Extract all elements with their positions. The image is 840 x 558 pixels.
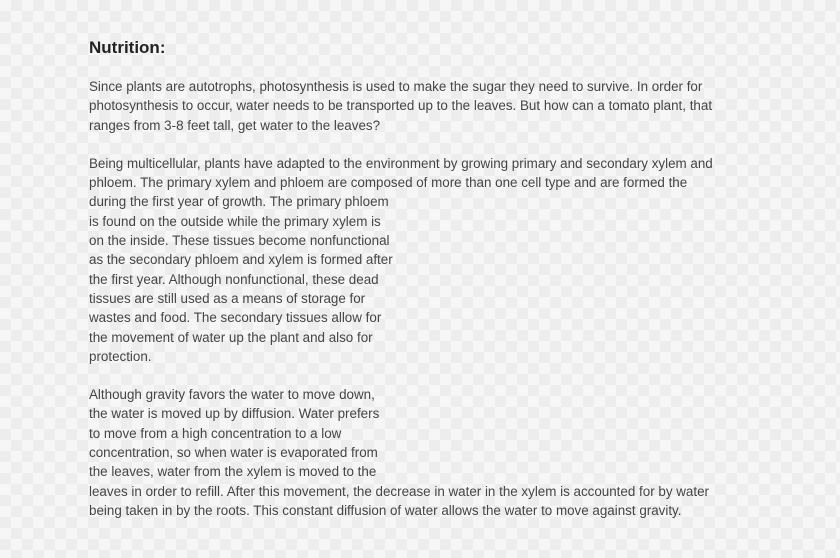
document-body <box>89 37 769 520</box>
text-line: wastes and food. The secondary tissues allow for <box>89 310 382 326</box>
text-line: Although gravity favors the water to move down, <box>89 387 375 403</box>
text-line: concentration, so when water is evaporated from <box>89 445 378 461</box>
section-title: Nutrition: <box>89 38 166 57</box>
text-line: protection. <box>89 348 152 364</box>
text-line: Being multicellular, plants have adapted to the environment by growing primary and secondary xylem and <box>89 155 713 171</box>
text-line: the water is moved up by diffusion. Water prefers <box>89 406 380 422</box>
text-line: phloem. The primary xylem and phloem are composed of more than one cell type and are formed the <box>89 175 688 191</box>
text-line: photosynthesis to occur, water needs to be transported up to the leaves. But how can a tomato plant, that <box>89 98 713 114</box>
paragraph-water-diffusion <box>89 385 769 520</box>
text-line: being taken in by the roots. This constant diffusion of water allows the water to move against gravity. <box>89 502 682 518</box>
text-line: the movement of water up the plant and also for <box>89 329 373 345</box>
text-line: is found on the outside while the primary xylem is <box>89 213 381 229</box>
text-line: Since plants are autotrophs, photosynthesis is used to make the sugar they need to survive. In order for <box>89 79 703 94</box>
text-line: the first year. Although nonfunctional, these dead <box>89 271 379 287</box>
text-line: ranges from 3-8 feet tall, get water to the leaves? <box>89 117 381 133</box>
text-line: tissues are still used as a means of storage for <box>89 290 366 306</box>
text-line: the leaves, water from the xylem is moved to the <box>89 464 377 480</box>
text-line: to move from a high concentration to a low <box>89 425 342 441</box>
text-line: on the inside. These tissues become nonfunctional <box>89 233 390 249</box>
paragraph-photosynthesis <box>89 77 769 135</box>
text-line: leaves in order to refill. After this movement, the decrease in water in the xylem is accounted for by water <box>89 483 709 499</box>
text-line: during the first year of growth. The primary phloem <box>89 194 389 210</box>
text-line: as the secondary phloem and xylem is formed after <box>89 252 393 268</box>
paragraph-xylem-phloem <box>89 154 769 366</box>
